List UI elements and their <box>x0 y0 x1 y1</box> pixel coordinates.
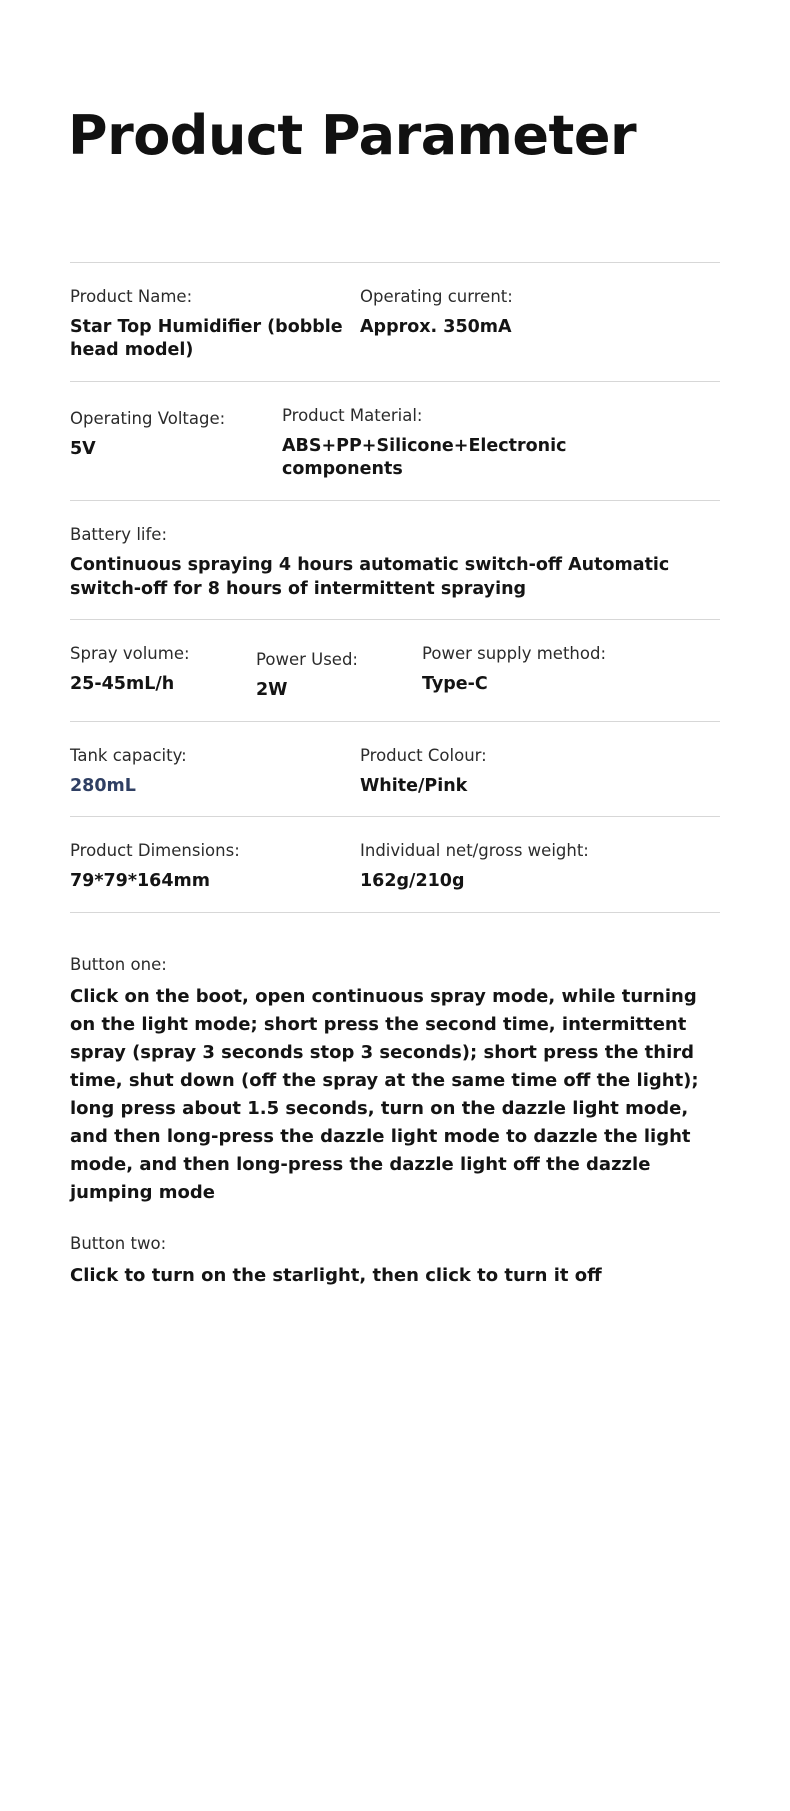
spec-value: White/Pink <box>360 775 468 796</box>
spec-cell <box>70 744 360 799</box>
spec-table <box>70 202 720 913</box>
spec-label: Spray volume: <box>70 644 190 664</box>
note-label: Button two: <box>70 1233 167 1253</box>
note-value: Click to turn on the starlight, then click to turn it off <box>70 1264 602 1286</box>
spec-label: Power Used: <box>256 650 358 670</box>
spec-label: Product Colour: <box>360 745 487 765</box>
page-title: Product Parameter <box>68 104 637 168</box>
note-block <box>70 1234 720 1290</box>
table-row <box>70 382 720 500</box>
spec-cell <box>256 642 422 703</box>
note-value: Click on the boot, open continuous spray mode, while turning on the light mode; short press the second time, intermittent spray (spray 3 seconds stop 3 seconds); short press the third time, shut down (off the spray at the same time off the light); long press about 1.5 seconds, turn on the dazzle light mode, and then long-press the dazzle light mode to dazzle the light mode, and then long-press the dazzle light off the dazzle jumping mode <box>70 985 699 1204</box>
spec-cell <box>70 407 282 462</box>
spec-cell <box>70 642 256 697</box>
spec-cell <box>282 404 662 482</box>
spec-cell <box>422 642 662 697</box>
button-instructions <box>70 913 720 1290</box>
spec-label: Tank capacity: <box>70 745 187 765</box>
table-row <box>70 501 720 619</box>
spec-cell <box>360 285 650 340</box>
spec-value: Star Top Humidifier (bobble head model) <box>70 316 343 361</box>
note-label: Button one: <box>70 954 167 974</box>
spec-cell <box>70 523 720 601</box>
spec-cell <box>360 744 650 799</box>
spec-cell <box>70 285 360 363</box>
spec-value: 5V <box>70 438 96 459</box>
table-row <box>70 263 720 381</box>
spec-value: 162g/210g <box>360 871 465 892</box>
product-parameter-page <box>0 36 790 1811</box>
spec-label: Operating Voltage: <box>70 408 226 428</box>
spec-value: 79*79*164mm <box>70 871 211 892</box>
spec-value: Type-C <box>422 674 488 695</box>
spec-cell <box>360 839 650 894</box>
spec-value: 2W <box>256 680 288 701</box>
table-row <box>70 620 720 721</box>
spec-value: Approx. 350mA <box>360 316 512 337</box>
spec-label: Product Material: <box>282 405 423 425</box>
spec-cell <box>70 839 360 894</box>
table-row <box>70 817 720 912</box>
spec-value: 280mL <box>70 775 136 796</box>
spec-value: ABS+PP+Silicone+Electronic components <box>282 435 567 480</box>
spec-value: Continuous spraying 4 hours automatic switch-off Automatic switch-off for 8 hours of intermittent spraying <box>70 555 670 599</box>
spec-label: Power supply method: <box>422 644 607 664</box>
spec-label: Individual net/gross weight: <box>360 841 589 861</box>
spec-value: 25-45mL/h <box>70 674 175 695</box>
note-block <box>70 955 720 1208</box>
spec-label: Product Name: <box>70 286 193 306</box>
spec-label: Battery life: <box>70 525 168 545</box>
spec-label: Product Dimensions: <box>70 841 240 861</box>
spec-label: Operating current: <box>360 286 513 306</box>
table-row <box>70 722 720 817</box>
